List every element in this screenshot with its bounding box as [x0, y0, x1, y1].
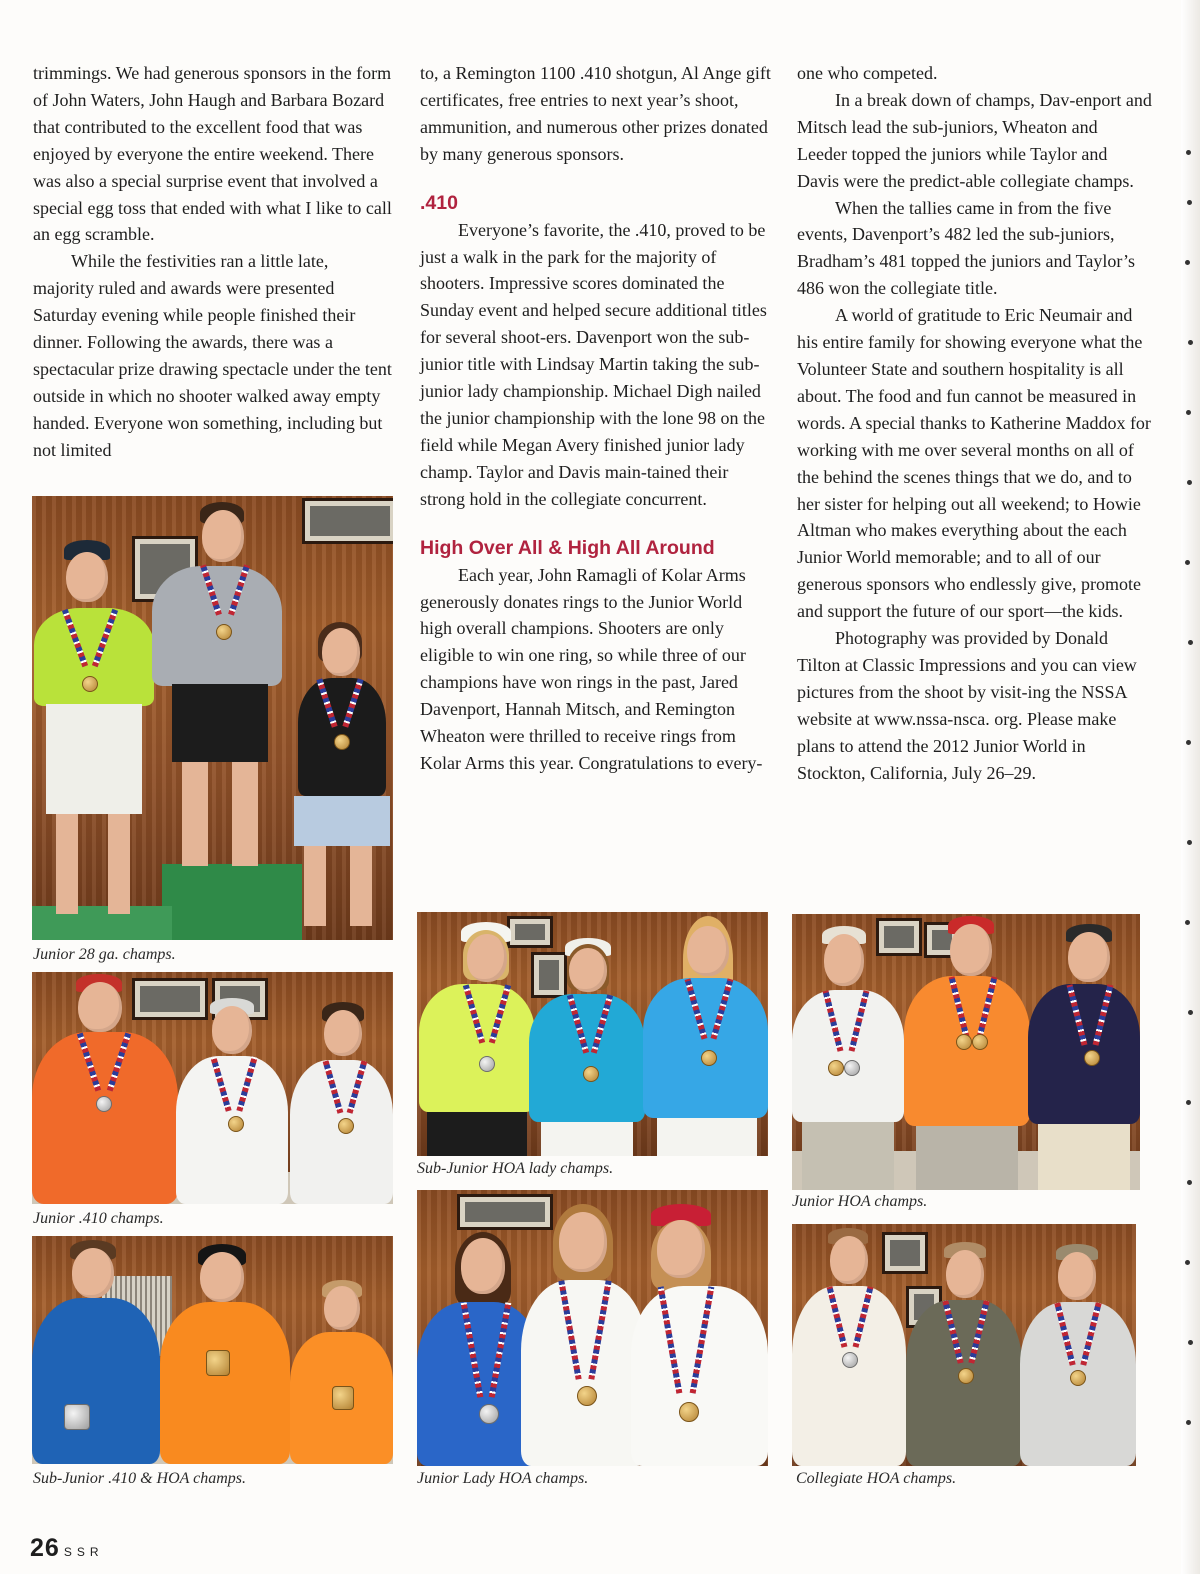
- paragraph: Each year, John Ramagli of Kolar Arms generously donates rings to the Junior World high overall champions. Shooters are only eligible to win one ring, so while three of our champions have won rings in the past, Jared Davenport, Hannah Mitsch, and Remington Wheaton were thrilled to receive rings from Kolar Arms this year. Congratulations to every-: [420, 564, 763, 773]
- photo-caption: Collegiate HOA champs.: [796, 1470, 957, 1487]
- photo-junior-28-champs: [32, 496, 393, 940]
- paragraph: one who competed.: [797, 63, 938, 83]
- person: [32, 1236, 393, 1464]
- paragraph: While the festivities ran a little late, majority ruled and awards were presented Saturday evening while people finished their dinner. Following the awards, there was a spectacular prize drawing spectacle under the tent outside in which no shooter walked away empty handed. Everyone won something, including but not limited: [33, 251, 392, 460]
- photo-caption: Sub-Junior HOA lady champs.: [417, 1160, 614, 1177]
- paragraph: A world of gratitude to Eric Neumair and his entire family for showing everyone what the Volunteer State and southern hospitality is all about. The food and fun cannot be measured in words. A special thanks to Katherine Maddox for working with me over several months on all of the behind the scenes things that we do, and to her sister for helping out all weekend; to Howie Altman who makes everything about the each Junior World memorable; and to all of our generous sponsors who endlessly give, promote and support the future of our sport—the kids.: [797, 305, 1151, 622]
- page-folio: [30, 1534, 104, 1563]
- person: [32, 972, 393, 1204]
- photo-caption: Junior Lady HOA champs.: [417, 1470, 589, 1487]
- paragraph: In a break down of champs, Dav-enport and Mitsch lead the sub-juniors, Wheaton and Leeder topped the juniors while Taylor and Davis were the predict-able collegiate champs.: [797, 89, 1152, 191]
- section-heading-hoa: High Over All & High All Around: [420, 536, 715, 559]
- person: [792, 1224, 1136, 1466]
- person: [32, 496, 393, 940]
- page-number: 26: [30, 1534, 60, 1562]
- paragraph: trimmings. We had generous sponsors in the form of John Waters, John Haugh and Barbara Bozard that contributed to the excellent food that was enjoyed by everyone the entire weekend. There was also a special surprise event that involved a special egg toss that ended with what I like to call an egg scramble.: [33, 63, 392, 245]
- photo-collegiate-hoa-champs: [792, 1224, 1136, 1466]
- paragraph: When the tallies came in from the five events, Davenport’s 482 led the sub-juniors, Bradham’s 481 topped the juniors and Taylor’s 486 won the collegiate title.: [797, 197, 1136, 299]
- photo-caption: Junior 28 ga. champs.: [33, 946, 176, 963]
- page-edge: [1181, 0, 1200, 1574]
- photo-caption: Junior .410 champs.: [33, 1210, 164, 1227]
- person: [792, 914, 1140, 1190]
- photo-sub-junior-410-hoa-champs: [32, 1236, 393, 1464]
- person: [417, 1190, 768, 1466]
- photo-caption: Junior HOA champs.: [792, 1193, 928, 1210]
- section-heading-410: .410: [420, 191, 458, 214]
- paragraph: Photography was provided by Donald Tilton at Classic Impressions and you can view pictures from the shoot by visit-ing the NSSA website at www.nssa-nsca. org. Please make plans to attend the 2012 Junior World in Stockton, California, July 26–29.: [797, 628, 1137, 783]
- photo-sub-junior-hoa-lady-champs: [417, 912, 768, 1156]
- person: [417, 912, 768, 1156]
- article-column-3: [797, 60, 1152, 786]
- article-column-1: [33, 60, 393, 464]
- photo-junior-410-champs: [32, 972, 393, 1204]
- paragraph: to, a Remington 1100 .410 shotgun, Al Ange gift certificates, free entries to next year’s shoot, ammunition, and numerous other prizes donated by many generous sponsors.: [420, 63, 771, 164]
- paragraph: Everyone’s favorite, the .410, proved to be just a walk in the park for the majority of shooters. Impressive scores dominated the Sunday event and helped secure additional titles for several shoot-ers. Davenport won the sub-junior title with Lindsay Martin taking the sub-junior lady championship. Michael Digh nailed the junior championship with the lone 98 on the field while Megan Avery finished junior lady champ. Taylor and Davis main-tained their strong hold in the collegiate concurrent.: [420, 219, 767, 509]
- photo-caption: Sub-Junior .410 & HOA champs.: [33, 1470, 247, 1487]
- publication-name: SSR: [63, 1545, 104, 1559]
- photo-junior-lady-hoa-champs: [417, 1190, 768, 1466]
- photo-junior-hoa-champs: [792, 914, 1140, 1190]
- article-column-2: [420, 60, 775, 777]
